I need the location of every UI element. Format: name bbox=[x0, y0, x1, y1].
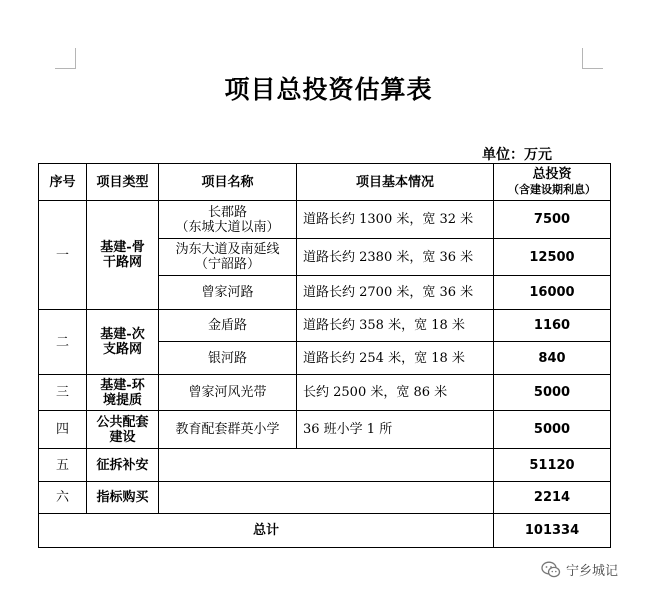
header-type: 项目类型 bbox=[87, 164, 159, 201]
header-basic: 项目基本情况 bbox=[297, 164, 494, 201]
unit-label: 单位：万元 bbox=[482, 147, 552, 163]
invest-cell: 5000 bbox=[494, 411, 611, 449]
table-row bbox=[39, 449, 611, 482]
page-corner-mark-left bbox=[55, 48, 76, 69]
header-row bbox=[39, 164, 611, 201]
document-title: 项目总投资估算表 bbox=[224, 75, 433, 104]
header-name: 项目名称 bbox=[159, 164, 297, 201]
basic-cell: 道路长约 2700 米，宽 36 米 bbox=[297, 276, 494, 310]
basic-cell: 长约 2500 米，宽 86 米 bbox=[297, 375, 494, 411]
header-seq: 序号 bbox=[39, 164, 87, 201]
seq-cell: 一 bbox=[39, 201, 87, 310]
name-cell: 曾家河路 bbox=[159, 276, 297, 310]
invest-cell: 5000 bbox=[494, 375, 611, 411]
name-cell: 金盾路 bbox=[159, 310, 297, 342]
invest-cell: 16000 bbox=[494, 276, 611, 310]
invest-cell: 1160 bbox=[494, 310, 611, 342]
table-row bbox=[39, 375, 611, 411]
table-row bbox=[39, 482, 611, 514]
type-line1: 基建-环 bbox=[100, 377, 145, 393]
type-cell bbox=[87, 310, 159, 375]
seq-cell: 六 bbox=[39, 482, 87, 514]
name-cell: 教育配套群英小学 bbox=[159, 411, 297, 449]
watermark-text: 宁乡城记 bbox=[566, 564, 619, 579]
total-row bbox=[39, 514, 611, 548]
header-invest-line2: （含建设期利息） bbox=[508, 183, 596, 196]
invest-cell: 7500 bbox=[494, 201, 611, 239]
invest-cell: 840 bbox=[494, 342, 611, 375]
header-invest-line1: 总投资 bbox=[532, 167, 572, 182]
type-cell: 征拆补安 bbox=[87, 449, 159, 482]
type-cell bbox=[87, 201, 159, 310]
table-row bbox=[39, 310, 611, 342]
name-cell bbox=[159, 201, 297, 239]
type-cell bbox=[87, 411, 159, 449]
investment-table bbox=[38, 163, 611, 548]
name-line1: 沩东大道及南延线 bbox=[175, 242, 280, 257]
basic-cell: 道路长约 2380 米，宽 36 米 bbox=[297, 239, 494, 276]
type-cell bbox=[87, 375, 159, 411]
blank-cell bbox=[159, 482, 494, 514]
basic-cell: 道路长约 1300 米，宽 32 米 bbox=[297, 201, 494, 239]
name-line2: （宁韶路） bbox=[194, 257, 260, 272]
page-corner-mark-right bbox=[582, 48, 603, 69]
name-cell bbox=[159, 239, 297, 276]
invest-cell: 12500 bbox=[494, 239, 611, 276]
invest-cell: 2214 bbox=[494, 482, 611, 514]
basic-cell: 道路长约 254 米，宽 18 米 bbox=[297, 342, 494, 375]
type-line1: 公共配套 bbox=[96, 414, 149, 430]
table-row bbox=[39, 201, 611, 239]
invest-cell: 51120 bbox=[494, 449, 611, 482]
source-watermark bbox=[541, 560, 618, 579]
type-line1: 基建-骨 bbox=[100, 240, 145, 255]
blank-cell bbox=[159, 449, 494, 482]
type-line1: 基建-次 bbox=[100, 327, 145, 342]
seq-cell: 三 bbox=[39, 375, 87, 411]
seq-cell: 四 bbox=[39, 411, 87, 449]
seq-cell: 二 bbox=[39, 310, 87, 375]
total-value: 101334 bbox=[494, 514, 611, 548]
wechat-icon bbox=[541, 561, 561, 579]
name-cell: 银河路 bbox=[159, 342, 297, 375]
type-line2: 建设 bbox=[109, 429, 136, 445]
total-label: 总计 bbox=[39, 514, 494, 548]
header-invest bbox=[494, 164, 611, 201]
type-line2: 干路网 bbox=[102, 255, 142, 270]
basic-cell: 道路长约 358 米，宽 18 米 bbox=[297, 310, 494, 342]
type-cell: 指标购买 bbox=[87, 482, 159, 514]
basic-cell: 36 班小学 1 所 bbox=[297, 411, 494, 449]
type-line2: 支路网 bbox=[102, 342, 142, 357]
name-line2: （东城大道以南） bbox=[175, 219, 280, 235]
table-row bbox=[39, 411, 611, 449]
seq-cell: 五 bbox=[39, 449, 87, 482]
name-line1: 长郡路 bbox=[207, 204, 247, 220]
name-cell: 曾家河风光带 bbox=[159, 375, 297, 411]
type-line2: 境提质 bbox=[102, 392, 142, 408]
